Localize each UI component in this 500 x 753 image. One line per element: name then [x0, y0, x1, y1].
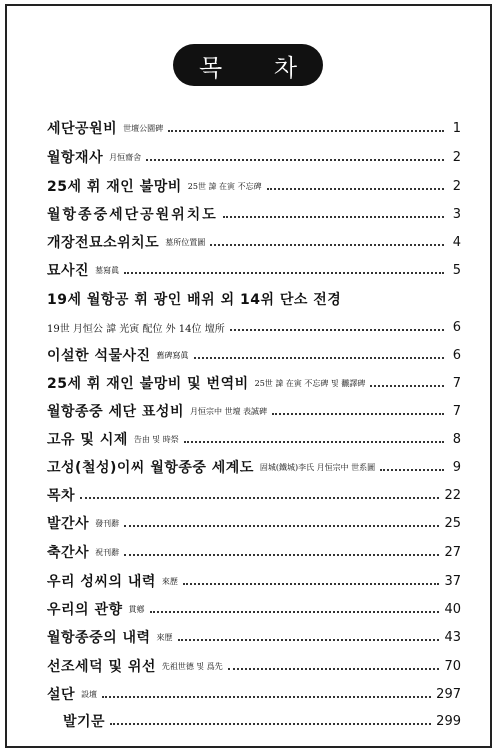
entry-page: 27 [444, 544, 461, 560]
entry-hanja: 設壇 [81, 689, 98, 699]
dot-leader [210, 244, 444, 246]
entry-page: 70 [444, 658, 461, 674]
toc-entry[interactable] [47, 484, 461, 506]
toc-entry[interactable] [47, 598, 461, 620]
entry-page: 2 [452, 149, 461, 165]
entry-title: 선조세덕 및 위선 [47, 659, 156, 675]
entry-page: 37 [444, 573, 461, 589]
entry-page: 4 [452, 234, 461, 250]
toc-entry[interactable] [47, 655, 461, 677]
dot-leader [184, 441, 444, 443]
toc-entry[interactable] [47, 372, 461, 394]
dot-leader [194, 357, 444, 359]
toc-entry[interactable] [63, 710, 461, 732]
dot-leader [124, 525, 439, 527]
dot-leader [230, 329, 444, 331]
entry-page: 7 [452, 403, 461, 419]
entry-hanja: 墓所位置圖 [165, 237, 206, 247]
dot-leader [124, 554, 439, 556]
toc-entry[interactable] [47, 344, 461, 366]
toc-entry[interactable] [47, 570, 461, 592]
entry-page: 2 [452, 178, 461, 194]
entry-page: 43 [444, 629, 461, 645]
entry-title: 우리의 관향 [47, 602, 123, 618]
entry-hanja: 固城(鐵城)李氏 月恒宗中 世系圖 [259, 462, 376, 472]
entry-title: 월항재사 [47, 150, 104, 166]
entry-page: 1 [452, 120, 461, 136]
dot-leader [267, 188, 444, 190]
entry-title: 고유 및 시제 [47, 432, 128, 448]
toc-entry[interactable] [47, 231, 461, 253]
entry-title: 우리 성씨의 내력 [47, 574, 156, 590]
entry-title: 25세 휘 재인 불망비 및 번역비 [47, 376, 249, 392]
entry-title: 월항종중의 내력 [47, 630, 151, 646]
entry-page: 40 [444, 601, 461, 617]
toc-entry[interactable] [47, 288, 461, 310]
entry-page: 6 [452, 319, 461, 335]
entry-title: 세단공원비 [47, 121, 118, 137]
toc-entry[interactable] [47, 259, 461, 281]
dot-leader [370, 385, 444, 387]
entry-page: 5 [452, 262, 461, 278]
entry-page: 9 [452, 459, 461, 475]
entry-page: 8 [452, 431, 461, 447]
entry-hanja: 發刊辭 [95, 518, 120, 528]
toc-entry[interactable] [47, 175, 461, 197]
entry-hanja: 世壇公園碑 [123, 123, 164, 133]
entry-title: 월항종중세단공원위치도 [47, 207, 218, 223]
entry-title: 19세 월항공 휘 광인 배위 외 14위 단소 전경 [47, 292, 342, 308]
entry-title: 설단 [47, 687, 76, 703]
toc-entry[interactable] [47, 203, 461, 225]
toc-entry[interactable] [47, 146, 461, 168]
toc-entry[interactable] [47, 626, 461, 648]
entry-title: 25세 휘 재인 불망비 [47, 179, 182, 195]
toc-entry[interactable] [47, 117, 461, 139]
toc-entry[interactable] [47, 541, 461, 563]
toc-entry[interactable] [47, 428, 461, 450]
toc-entry[interactable] [47, 400, 461, 422]
entry-page: 7 [452, 375, 461, 391]
dot-leader [146, 159, 444, 161]
entry-page: 3 [452, 206, 461, 222]
dot-leader [168, 130, 444, 132]
entry-title: 이설한 석물사진 [47, 348, 151, 364]
entry-hanja: 來歷 [156, 632, 173, 642]
entry-title: 발기문 [63, 714, 106, 730]
toc-entry[interactable] [47, 456, 461, 478]
dot-leader [380, 469, 444, 471]
entry-title: 개장전묘소위치도 [47, 235, 160, 251]
entry-hanja: 舊碑寫眞 [156, 350, 189, 360]
dot-leader [150, 611, 440, 613]
dot-leader [183, 583, 440, 585]
entry-hanja: 25世 諱 在寅 不忘碑 [187, 181, 262, 191]
entry-hanja: 25世 諱 在寅 不忘碑 및 飜譯碑 [254, 378, 366, 388]
dot-leader [228, 668, 440, 670]
entry-hanja: 祝刊辭 [95, 547, 120, 557]
toc-entry[interactable] [47, 683, 461, 705]
entry-title: 목차 [47, 488, 76, 504]
entry-title: 월항종중 세단 표성비 [47, 404, 184, 420]
entry-page: 25 [444, 515, 461, 531]
entry-hanja: 告由 및 時祭 [133, 434, 179, 444]
entry-page: 22 [444, 487, 461, 503]
entry-title: 축간사 [47, 545, 90, 561]
dot-leader [178, 639, 440, 641]
entry-hanja: 墓寫眞 [95, 265, 120, 275]
entry-hanja: 貫鄕 [128, 604, 145, 614]
entry-page: 6 [452, 347, 461, 363]
dot-leader [223, 216, 444, 218]
dot-leader [124, 272, 444, 274]
entry-hanja: 來歷 [161, 576, 178, 586]
entry-hanja: 先祖世德 및 爲先 [161, 661, 223, 671]
entry-page: 299 [436, 713, 461, 729]
dot-leader [80, 497, 439, 499]
toc-heading: 목 차 [173, 44, 323, 86]
entry-hanja: 月恒齋舍 [109, 152, 142, 162]
entry-hanja: 月恒宗中 世壇 表誠碑 [189, 406, 268, 416]
entry-title: 묘사진 [47, 263, 90, 279]
entry-title: 발간사 [47, 516, 90, 532]
entry-page: 297 [436, 686, 461, 702]
dot-leader [272, 413, 444, 415]
entry-title: 고성(철성)이씨 월항종중 세계도 [47, 460, 254, 476]
entry-hanja: 19世 月恒公 諱 光寅 配位 外 14位 壇所 [47, 323, 225, 335]
toc-entry[interactable] [47, 316, 461, 338]
dot-leader [102, 696, 431, 698]
toc-entry[interactable] [47, 512, 461, 534]
dot-leader [110, 723, 431, 725]
